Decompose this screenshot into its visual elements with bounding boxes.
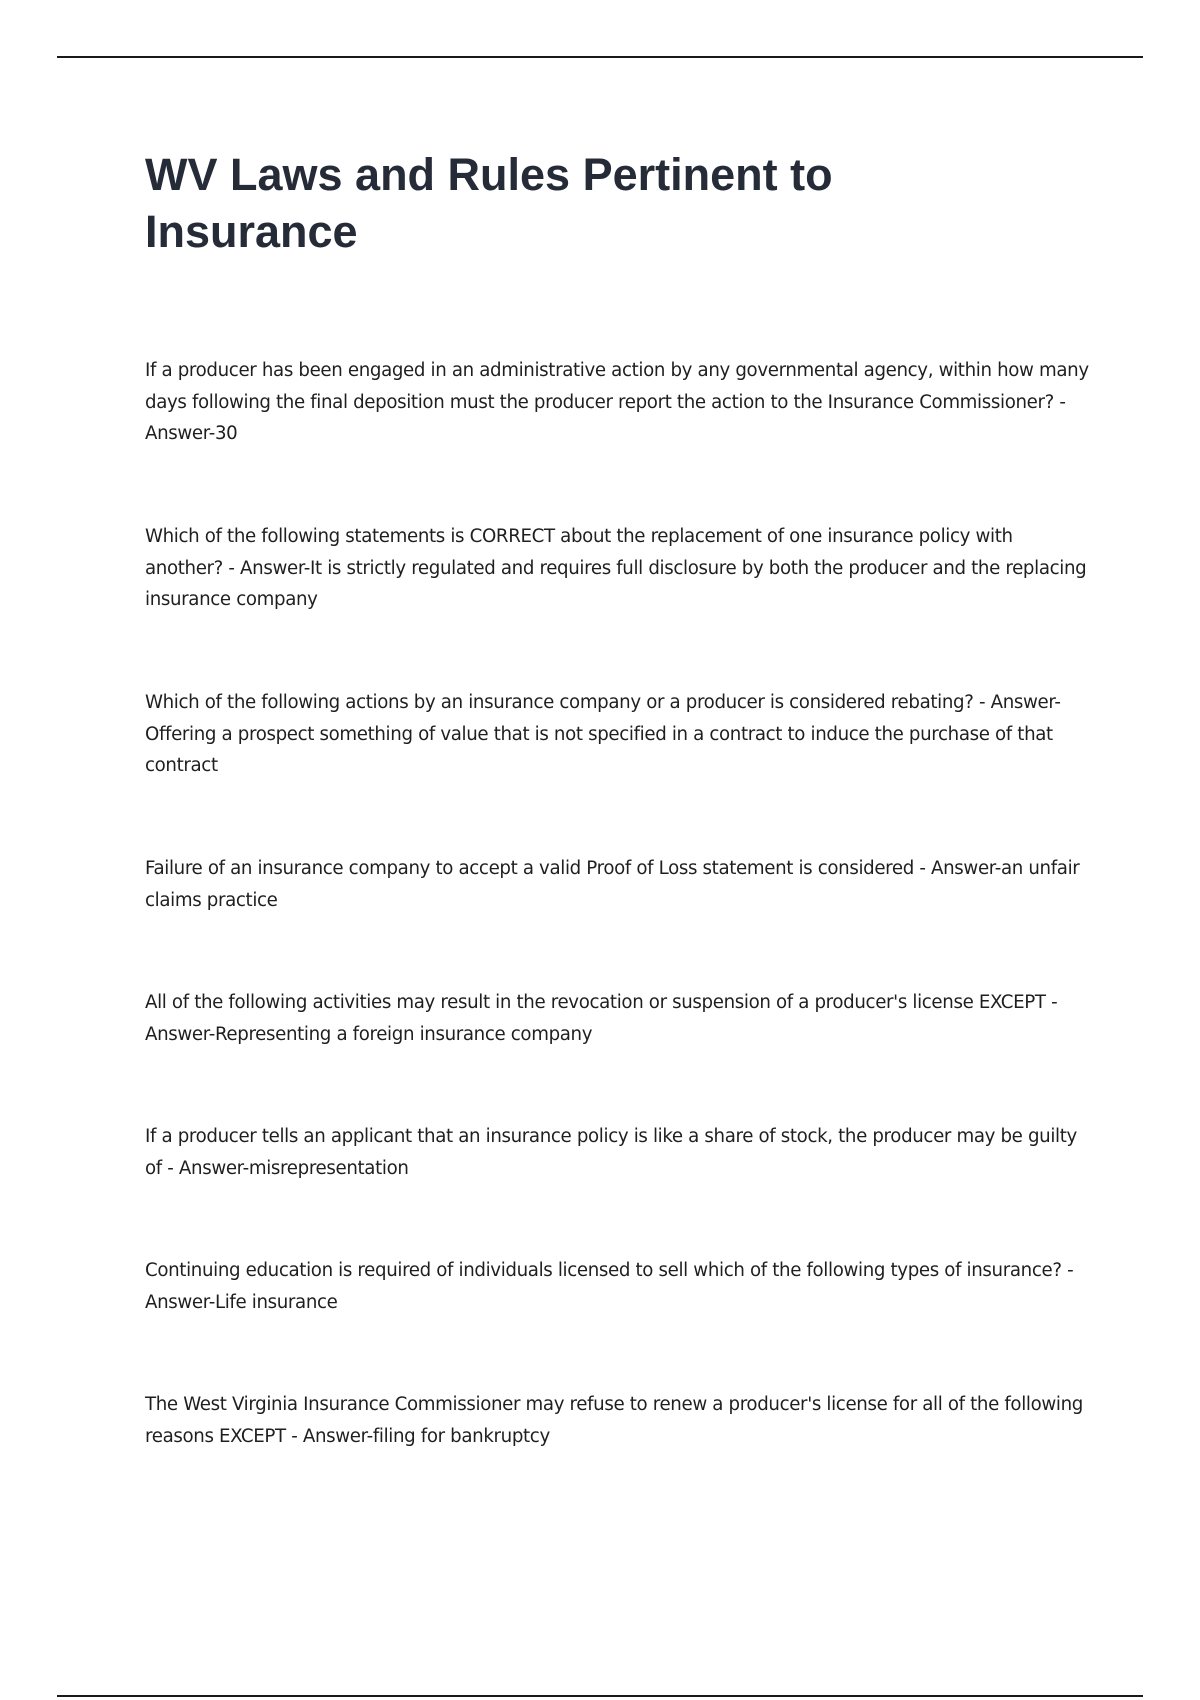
qa-item-8 [145,1389,1090,1452]
answer-separator: - Answer- [285,1425,373,1447]
answer-separator: - Answer- [145,992,1058,1045]
answer-text: misrepresentation [248,1157,409,1179]
question-text: The West Virginia Insurance Commissioner may refuse to renew a producer's license for all of the following reasons EXCEPT [145,1394,1083,1447]
page-title: WV Laws and Rules Pertinent to Insurance [145,149,833,257]
qa-item-3 [145,687,1090,782]
answer-separator: - Answer- [913,858,1001,879]
answer-text: filing for bankruptcy [372,1425,550,1447]
answer-separator: - Answer- [973,692,1062,713]
question-text: Which of the following actions by an insurance company or a producer is considered rebating? [145,692,974,713]
answer-text: 30 [214,423,238,444]
answer-text: Offering a prospect something of value that is not specified in a contract to induce the purchase of that contract [145,723,1053,776]
question-text: Failure of an insurance company to accept a valid Proof of Loss statement is considered [145,858,914,879]
answer-separator: - Answer- [222,557,310,579]
answer-separator: - Answer- [145,391,1066,444]
answer-text: Life insurance [214,1291,338,1313]
qa-item-1 [145,355,1090,450]
qa-item-5 [145,987,1090,1050]
question-text: Which of the following statements is CORRECT about the replacement of one insurance policy with another? [145,526,1013,579]
qa-item-4 [145,853,1090,916]
answer-text: an unfair claims practice [145,858,1080,911]
question-text: If a producer tells an applicant that an insurance policy is like a share of stock, the producer may be guilty of [145,1126,1077,1179]
question-text: Continuing education is required of individuals licensed to sell which of the following types of insurance? [145,1260,1062,1281]
top-rule [57,56,1143,58]
question-text: All of the following activities may result in the revocation or suspension of a producer's license EXCEPT [145,992,1046,1013]
answer-separator: - Answer- [145,1260,1074,1313]
bottom-rule [57,1695,1143,1697]
qa-item-6 [145,1121,1090,1184]
qa-item-7 [145,1255,1090,1318]
question-text: If a producer has been engaged in an administrative action by any governmental agency, within how many days following the final deposition must the producer report the action to the Insurance Commissioner? [145,360,1089,413]
answer-separator: - Answer- [161,1157,249,1179]
qa-item-2 [145,521,1090,616]
answer-text: Representing a foreign insurance company [214,1023,593,1045]
answer-text: It is strictly regulated and requires full disclosure by both the producer and the replacing insurance company [145,557,1087,610]
